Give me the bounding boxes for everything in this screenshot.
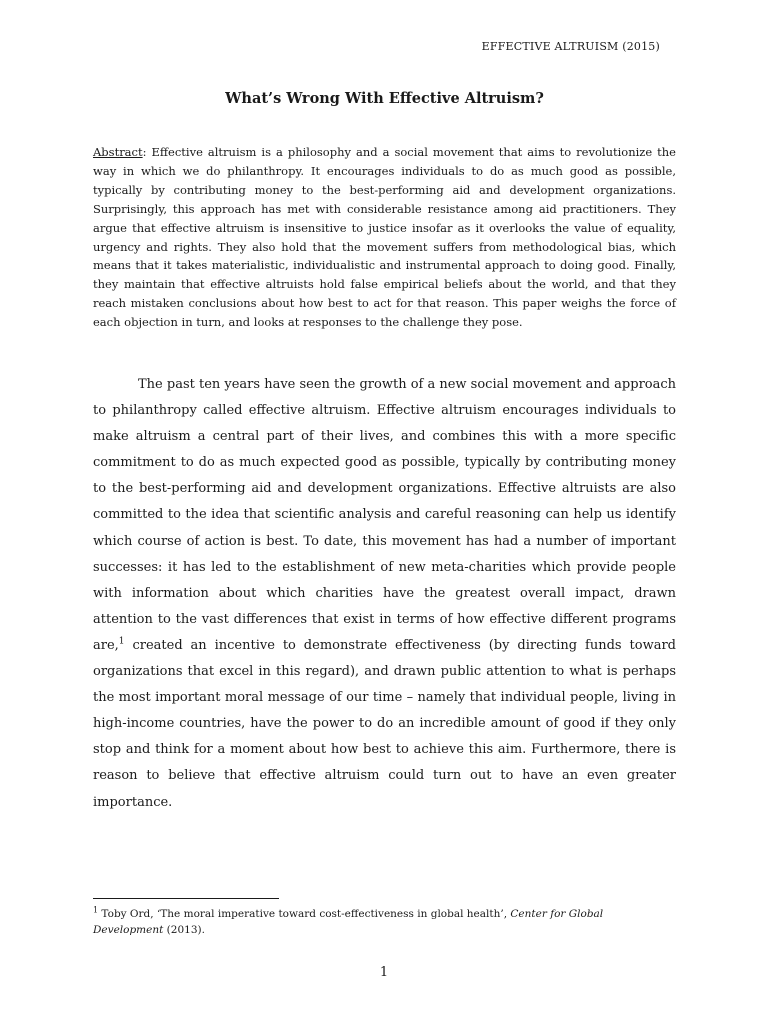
footnote-source: Center for Global Development — [93, 908, 604, 936]
page-number: 1 — [379, 965, 389, 980]
footnote — [93, 906, 676, 938]
footnote-marker: 1 — [93, 905, 99, 915]
body-text-part-2: created an incentive to demonstrate effectiveness (by directing funds toward organizations that excel in this regard), and drawn public attention to what is perhaps the most important moral message of our time – namely that individual people, living in high-income countries, have the power to do an incredible amount of good if they only stop and think for a moment about how best to achieve this aim. Furthermore, there is reason to believe that effective altruism could turn out to have an even greater importance. — [93, 637, 676, 810]
footnote-reference[interactable]: 1 — [118, 636, 125, 647]
footnote-separator — [93, 898, 279, 899]
abstract-label: Abstract — [93, 145, 143, 159]
body-paragraph — [93, 372, 676, 816]
running-header: EFFECTIVE ALTRUISM (2015) — [481, 40, 660, 53]
paper-title: What’s Wrong With Effective Altruism? — [225, 90, 544, 107]
footnote-text-part-2: (2013). — [163, 924, 205, 936]
abstract-text: : Effective altruism is a philosophy and a social movement that aims to revolutionize the way in which we do philanthropy. It encourages individuals to do as much good as possible, typically by contributing money to the best-performing aid and development organizations. Surprisingly, this approach has met with considerable resistance among aid practitioners. They argue that effective altruism is insensitive to justice insofar as it overlooks the value of equality, urgency and rights. They also hold that the movement suffers from methodological bias, which means that it takes materialistic, individualistic and instrumental approach to doing good. Finally, they maintain that effective altruists hold false empirical beliefs about the world, and that they reach mistaken conclusions about how best to act for that reason. This paper weighs the force of each objection in turn, and looks at responses to the challenge they pose. — [93, 145, 676, 330]
footnote-text-part-1: Toby Ord, ‘The moral imperative toward cost-effectiveness in global health’, — [98, 908, 511, 920]
body-text-part-1: The past ten years have seen the growth of a new social movement and approach to philanthropy called effective altruism. Effective altruism encourages individuals to make altruism a central part of their lives, and combines this with a more specific commitment to do as much expected good as possible, typically by contributing money to the best-performing aid and development organizations. Effective altruists are also committed to the idea that scientific analysis and careful reasoning can help us identify which course of action is best. To date, this movement has had a number of important successes: it has led to the establishment of new meta-charities which provide people with information about which charities have the greatest overall impact, drawn attention to the vast differences that exist in terms of how effective different programs are, — [93, 377, 677, 653]
abstract — [93, 143, 676, 332]
